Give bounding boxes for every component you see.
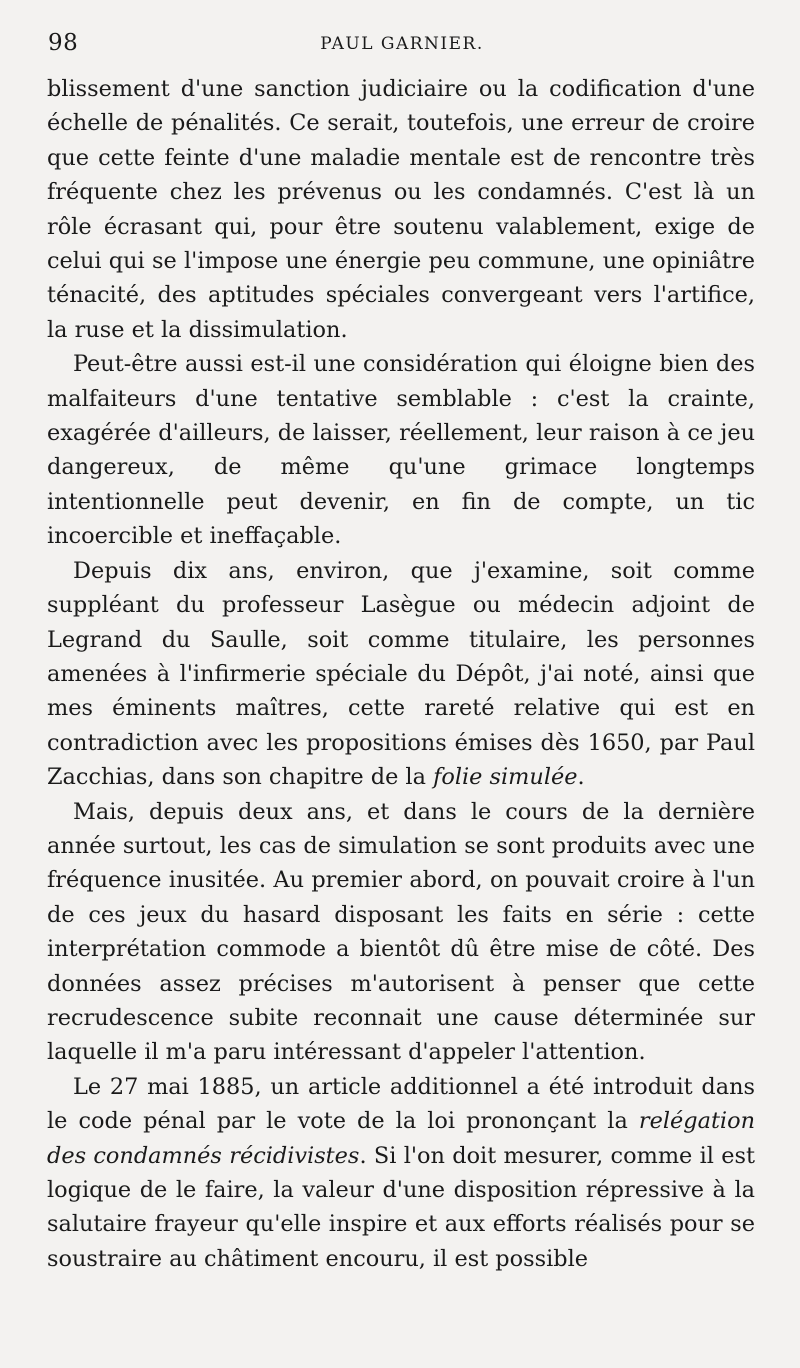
paragraph-loi-1885 [47, 1070, 755, 1276]
paragraph-continuation: blissement d'une sanction judiciaire ou la codification d'une échelle de pénalités. Ce serait, toutefois, une erreur de croire que cette feinte d'une maladie mentale est de rencontre très fréquente chez les prévenus ou les condamnés. C'est là un rôle écrasant qui, pour être soutenu valablement, exige de celui qui se l'impose une énergie peu commune, une opiniâtre ténacité, des aptitudes spéciales convergeant vers l'artifice, la ruse et la dissimulation. [47, 76, 755, 343]
page-number: 98 [48, 30, 79, 56]
italic-phrase: relégation des condamnés récidivistes [47, 1108, 755, 1169]
italic-phrase: folie simulée [433, 764, 578, 791]
paragraph-simulation: Mais, depuis deux ans, et dans le cours de la dernière année surtout, les cas de simulation se sont produits avec une fréquence inusitée. Au premier abord, on pouvait croire à l'un de ces jeux du hasard disposant les faits en série : cette interprétation commode a bientôt dû être mise de côté. Des données assez précises m'autorisent à penser que cette recrudescence subite reconnait une cause déterminée sur laquelle il m'a paru intéressant d'appeler l'attention. [47, 798, 755, 1066]
page-header [48, 30, 756, 60]
paragraph-text-end: . Si l'on doit mesurer, comme il est logique de le faire, la valeur d'une disposition répressive à la salutaire frayeur qu'elle inspire et aux efforts réalisés pour se soustraire au châtiment encouru, il est possible [47, 1142, 756, 1272]
paragraph-depuis-dix-ans [47, 554, 755, 795]
paragraph-text-end: . [577, 764, 585, 791]
running-title: PAUL GARNIER. [320, 34, 484, 54]
paragraph-text: Depuis dix ans, environ, que j'examine, soit comme suppléant du professeur Lasègue ou médecin adjoint de Legrand du Saulle, soit comme titulaire, les personnes amenées à l'infirmerie spéciale du Dépôt, j'ai noté, ainsi que mes éminents maîtres, cette rareté relative qui est en contradiction avec les propositions émises dès 1650, par Paul Zacchias, dans son chapitre de la [47, 557, 755, 791]
paragraph-consideration: Peut-être aussi est-il une considération qui éloigne bien des malfaiteurs d'une tentative semblable : c'est la crainte, exagérée d'ailleurs, de laisser, réellement, leur raison à ce jeu dangereux, de même qu'une grimace longtemps intentionnelle peut devenir, en fin de compte, un tic incoercible et ineffaçable. [47, 351, 755, 550]
body-text [47, 72, 755, 1276]
paragraph-text: Le 27 mai 1885, un article additionnel a été introduit dans le code pénal par le vote de la loi prononçant la [47, 1073, 755, 1135]
